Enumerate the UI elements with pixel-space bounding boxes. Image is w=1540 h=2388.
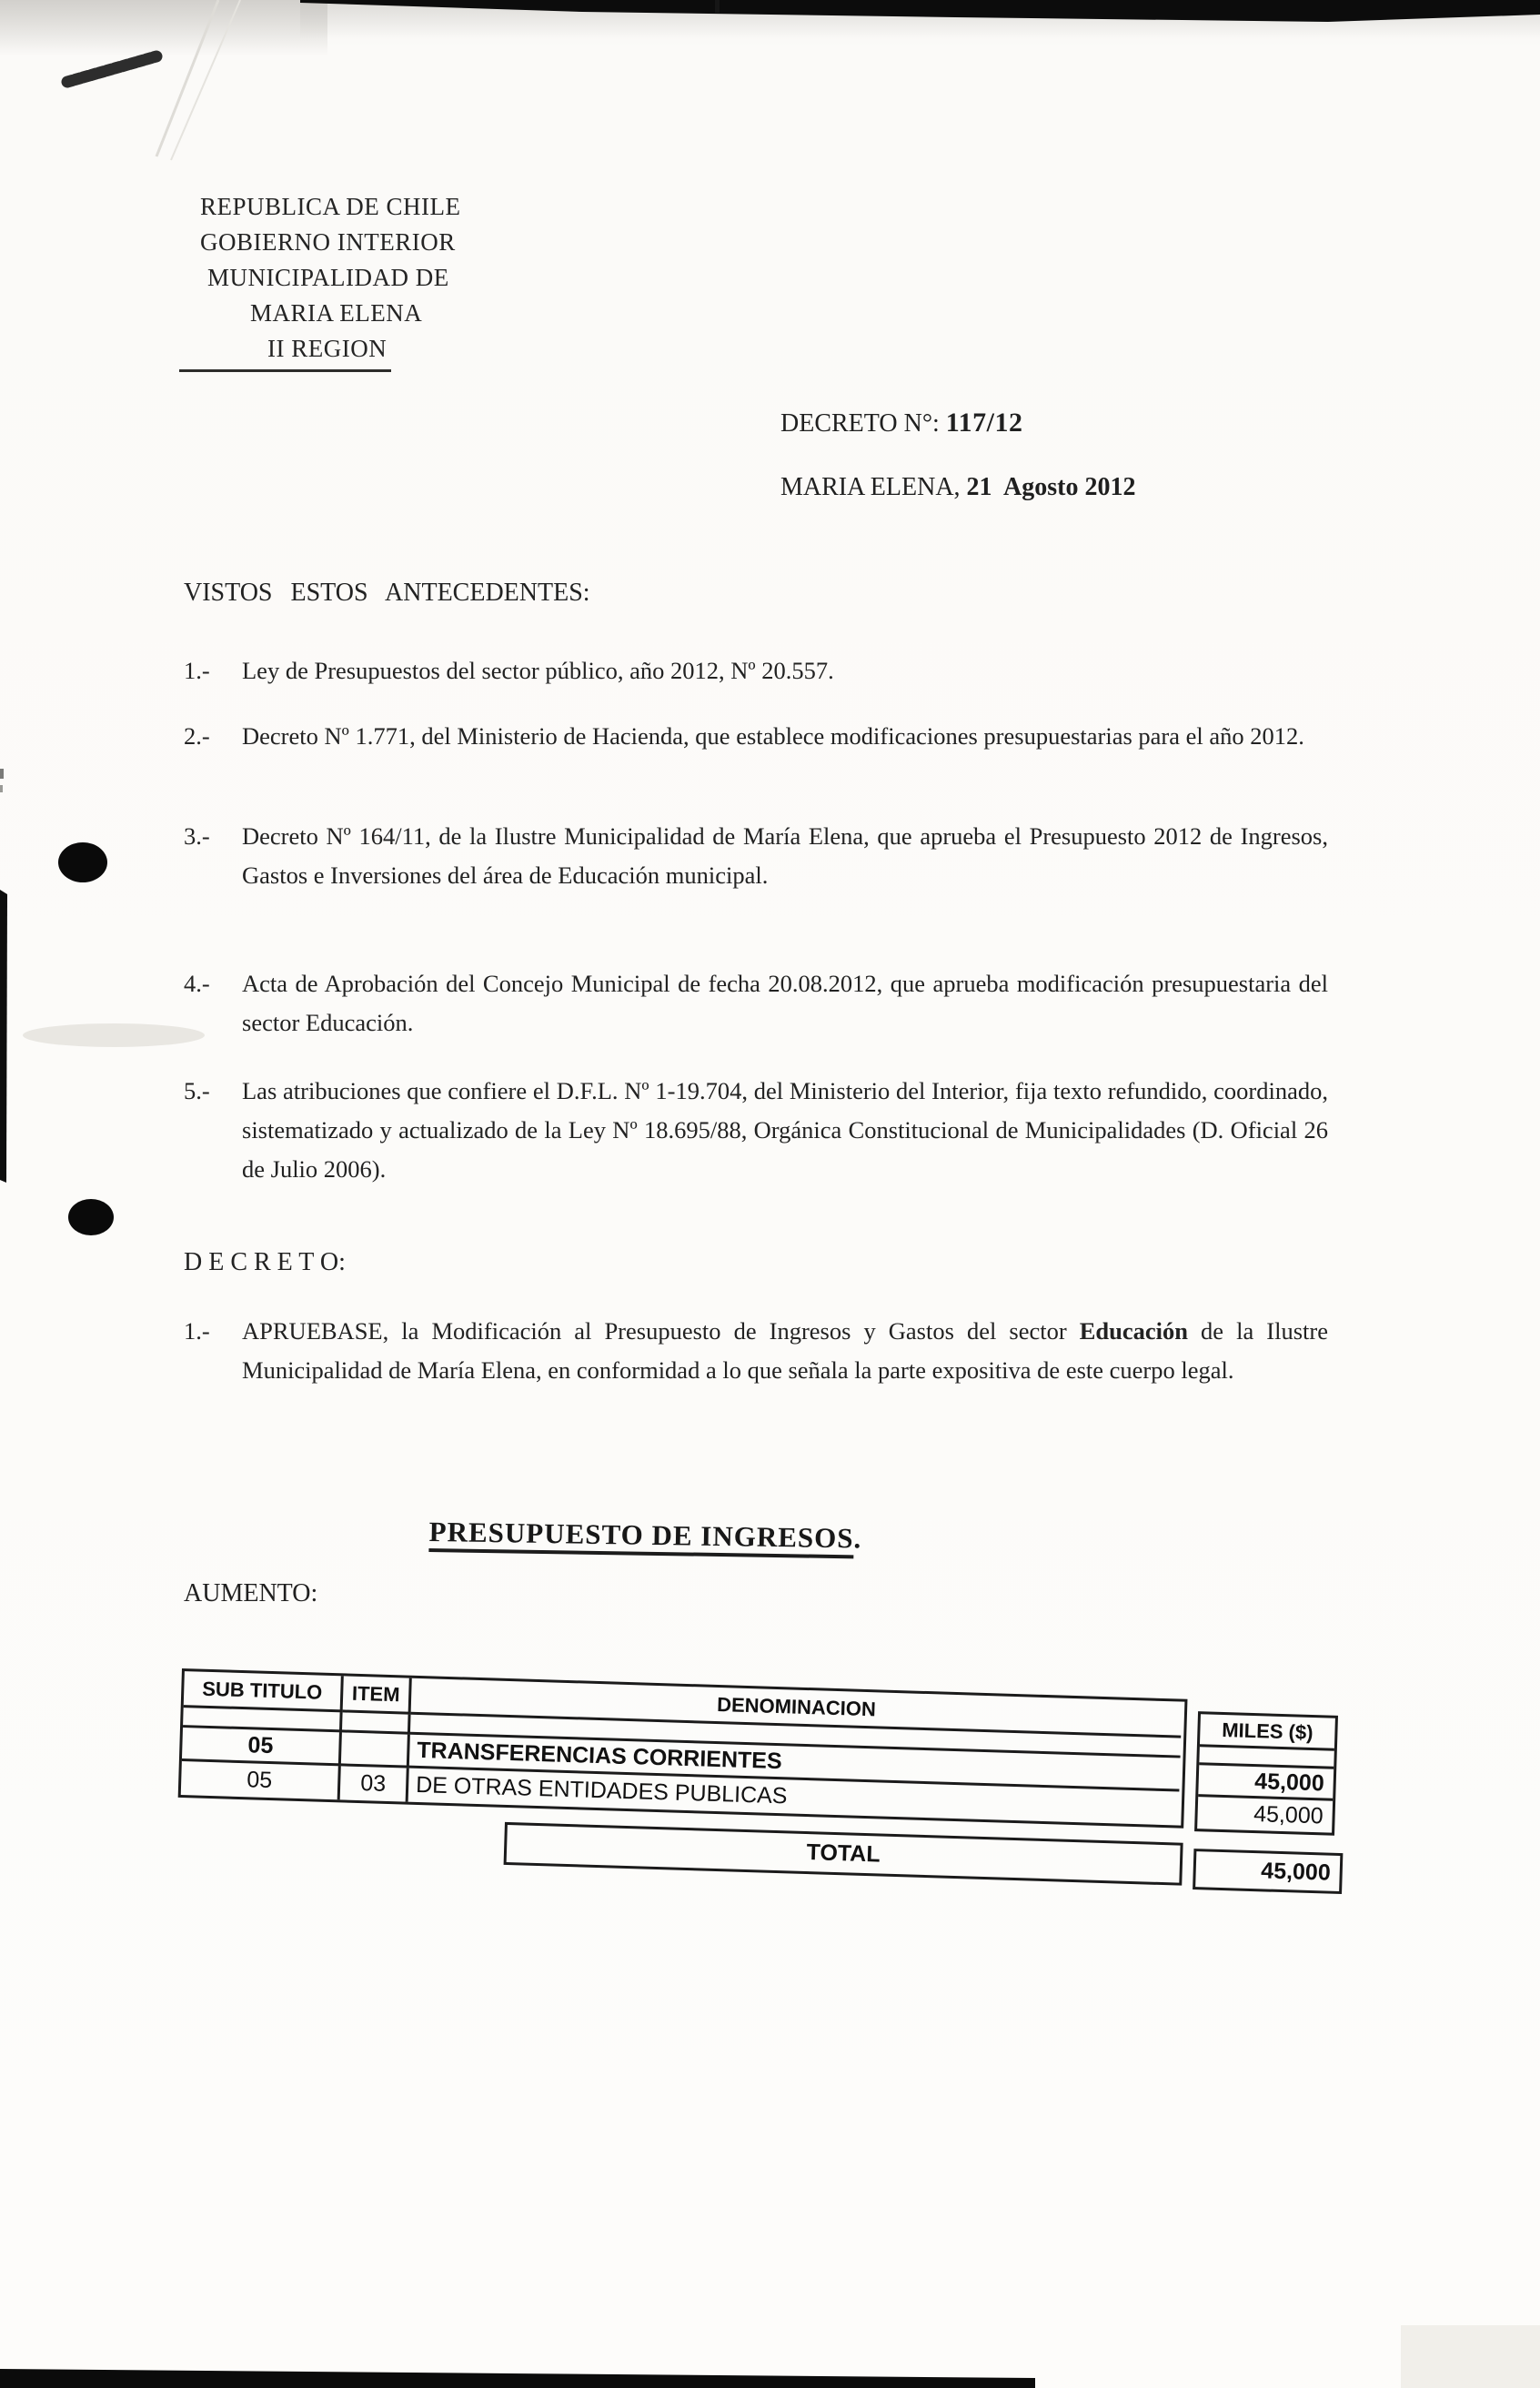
item-number: 5.-	[184, 1077, 210, 1104]
item-text: Decreto Nº 164/11, de la Ilustre Municipalidad de María Elena, que aprueba el Presupuesto 2012 de Ingresos, Gastos e Inversiones del área de Educación municipal.	[242, 822, 1328, 889]
letterhead	[200, 189, 461, 367]
antecedent-item-3	[184, 817, 1328, 895]
decree-number-line	[780, 408, 1022, 438]
row-item	[341, 1732, 410, 1768]
col-header-subtitulo: SUB TITULO	[184, 1671, 344, 1712]
col-header-denominacion: DENOMINACION	[411, 1678, 1183, 1738]
budget-main-table	[178, 1668, 1188, 1829]
resolution-text	[242, 1312, 1328, 1390]
resolution-heading: D E C R E T O:	[184, 1248, 346, 1276]
letterhead-line: REPUBLICA DE CHILE	[200, 193, 461, 220]
budget-title-period: .	[853, 1522, 862, 1555]
miles-column-box	[1194, 1711, 1338, 1836]
total-label-box: TOTAL	[504, 1822, 1183, 1886]
letterhead-line: MUNICIPALIDAD DE	[207, 264, 449, 291]
antecedent-item-5	[184, 1072, 1328, 1189]
resolution-text-before: APRUEBASE, la Modificación al Presupuesto de Ingresos y Gastos del sector	[242, 1317, 1080, 1345]
col-header-item: ITEM	[343, 1676, 412, 1714]
item-number: 2.-	[184, 722, 210, 750]
col-header-miles: MILES ($)	[1200, 1714, 1335, 1751]
antecedent-item-1	[184, 651, 1328, 690]
budget-title	[428, 1516, 861, 1555]
item-text: Las atribuciones que confiere el D.F.L. Nº 1-19.704, del Ministerio del Interior, fija texto refundido, coordinado, sistematizado y actualizado de la Ley Nº 18.695/88, Orgánica Constitucional de Municipalidades (D. Oficial 26 de Julio 2006).	[242, 1077, 1328, 1183]
decree-number-label: DECRETO N°:	[780, 409, 946, 438]
letterhead-line: II REGION	[267, 335, 388, 362]
row-denominacion: DE OTRAS ENTIDADES PUBLICAS	[415, 1771, 788, 1809]
miles-value: 45,000	[1198, 1765, 1334, 1801]
row-item: 03	[340, 1766, 409, 1801]
table-empty-cell	[342, 1712, 411, 1734]
letterhead-underline	[179, 369, 391, 372]
resolution-text-after: de la Ilustre Municipalidad de María Elena, en conformidad a lo que señala la parte expositiva de este cuerpo legal.	[242, 1317, 1328, 1384]
item-number: 1.-	[184, 1317, 210, 1345]
letterhead-line: MARIA ELENA	[250, 299, 423, 327]
row-subtitulo: 05	[182, 1728, 342, 1766]
budget-subtitle: AUMENTO:	[184, 1579, 318, 1607]
resolution-text-bold: Educación	[1079, 1317, 1188, 1345]
item-text: Decreto Nº 1.771, del Ministerio de Hacienda, que establece modificaciones presupuestarias para el año 2012.	[242, 722, 1304, 750]
total-value-box: 45,000	[1193, 1849, 1343, 1894]
resolution-item-1	[184, 1312, 1328, 1390]
antecedent-item-2	[184, 717, 1328, 756]
row-subtitulo: 05	[181, 1761, 341, 1799]
item-number: 3.-	[184, 822, 210, 850]
place-label: MARIA ELENA,	[780, 473, 967, 501]
income-budget-table	[176, 1668, 1518, 1919]
item-text: Acta de Aprobación del Concejo Municipal de fecha 20.08.2012, que aprueba modificación presupuestaria del sector Educación.	[242, 970, 1328, 1036]
place-date-line	[780, 473, 1135, 502]
antecedents-heading: VISTOS ESTOS ANTECEDENTES:	[184, 579, 590, 607]
decree-date: 21 Agosto 2012	[966, 473, 1136, 501]
item-number: 4.-	[184, 970, 210, 997]
decree-number-value: 117/12	[945, 408, 1023, 438]
item-number: 1.-	[184, 657, 210, 684]
miles-value: 45,000	[1253, 1801, 1324, 1829]
letterhead-line: GOBIERNO INTERIOR	[200, 228, 456, 256]
row-denominacion: TRANSFERENCIAS CORRIENTES	[409, 1735, 1181, 1792]
item-text: Ley de Presupuestos del sector público, año 2012, Nº 20.557.	[242, 657, 834, 684]
antecedent-item-4	[184, 964, 1328, 1043]
budget-title-text: PRESUPUESTO DE INGRESOS	[428, 1516, 853, 1558]
